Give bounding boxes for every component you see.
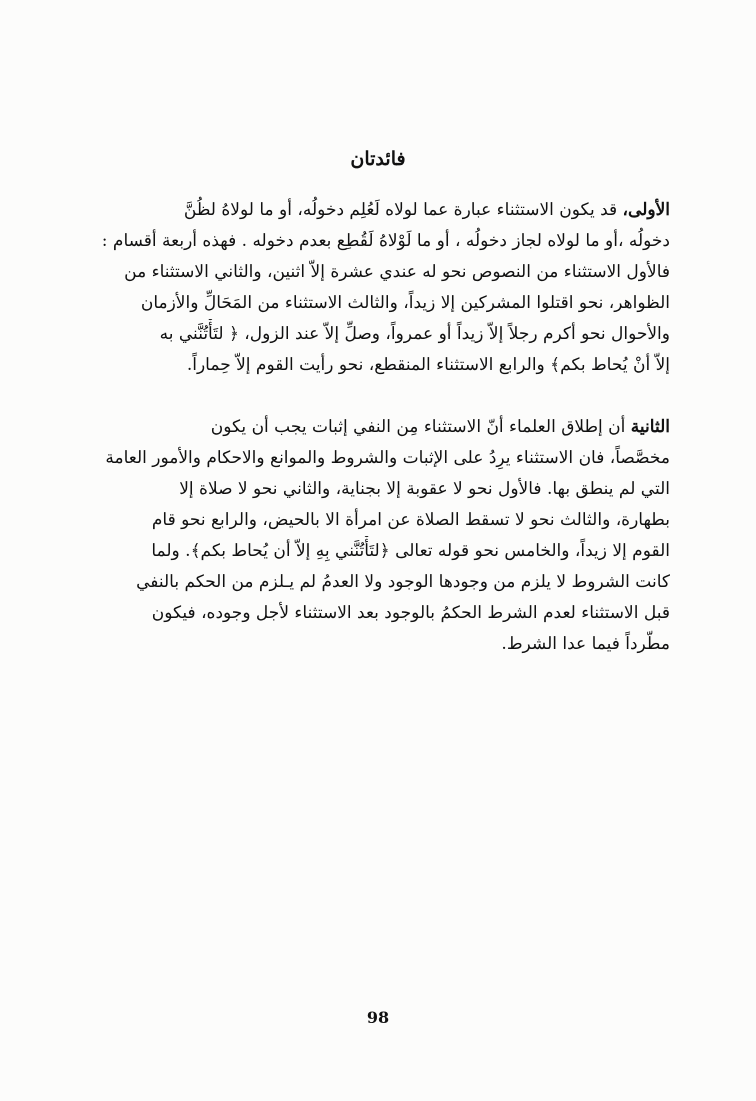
paragraph-line: دخولُه ،أو ما لولاه لجاز دخولُه ، أو ما لَوْلاهُ لَقُطِع بعدم دخوله . فهذه أربعة أقسام :	[101, 231, 670, 251]
paragraph-line: والأحوال نحو أكرم رجلاً إلاّ زيداً أو عمرواً، وصلِّ إلاّ عند الزول، ﴿ لتَأْتُنَّني به	[159, 324, 670, 344]
paragraph-lead: الثانية	[630, 417, 670, 437]
paragraph-line: مخصَّصاً، فان الاستثناء يرِدُ على الإثبات والشروط والموانع والاحكام والأمور العامة	[105, 448, 670, 468]
paragraph-line	[74, 412, 670, 443]
paragraph-line: إلاّ أنْ يُحاط بكم﴾ والرابع الاستثناء المنقطع، نحو رأيت القوم إلاّ حِماراً.	[186, 355, 670, 375]
page-heading: فائدتان	[350, 148, 406, 170]
paragraph-line	[74, 195, 670, 226]
paragraph-line-text: أن إطلاق العلماء أنّ الاستثناء مِن النفي إثبات يجب أن يكون	[210, 417, 626, 437]
paragraph-line-text: قد يكون الاستثناء عبارة عما لولاه لَعُلِم دخولُه، أو ما لولاهُ لظُنَّ	[183, 200, 618, 220]
paragraph-line: كانت الشروط لا يلزم من وجودها الوجود ولا العدمُ لم يـلزم من الحكم بالنفي	[136, 572, 670, 592]
paragraph-line: التي لم ينطق بها. فالأول نحو لا عقوبة إلا بجناية، والثاني نحو لا صلاة إلا	[179, 479, 670, 499]
paragraph-line: قبل الاستثناء لعدم الشرط الحكمُ بالوجود بعد الاستثناء لأجل وجوده، فيكون	[151, 603, 670, 623]
paragraph-line: القوم إلا زيداً، والخامس نحو قوله تعالى ﴿لتَأْتُنَّني بِهِ إلاّ أن يُحاط بكم﴾. ولما	[151, 541, 670, 561]
paragraph-first-benefit	[74, 195, 670, 381]
paragraph-line: مطّرداً فيما عدا الشرط.	[501, 634, 670, 654]
paragraph-lead: الأولى،	[622, 200, 670, 220]
paragraph-second-benefit	[74, 412, 670, 660]
page-number: 98	[366, 1008, 390, 1027]
paragraph-line: بطهارة، والثالث نحو لا تسقط الصلاة عن امرأة الا بالحيض، والرابع نحو قام	[151, 510, 670, 530]
paragraph-line: فالأول الاستثناء من النصوص نحو له عندي عشرة إلاّ اثنين، والثاني الاستثناء من	[124, 262, 670, 282]
paragraph-line: الظواهر، نحو اقتلوا المشركين إلا زيداً، والثالث الاستثناء من المَحَالِّ والأزمان	[140, 293, 670, 313]
